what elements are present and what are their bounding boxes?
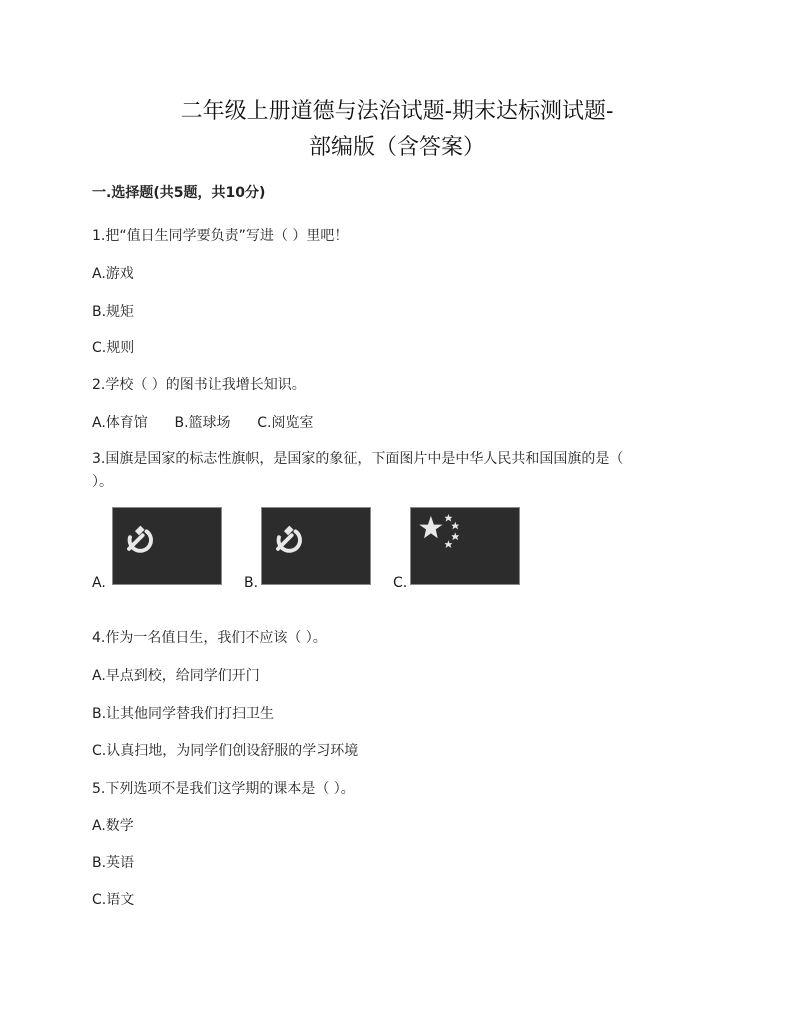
question-2-options: A.体育馆 B.篮球场 C.阅览室 (92, 415, 314, 431)
question-5-option-b: B.英语 (92, 855, 135, 871)
question-4-option-b: B.让其他同学替我们打扫卫生 (92, 706, 275, 722)
title-line-2: 部编版（含答案） (308, 135, 485, 160)
question-3-option-c-label: C. (393, 575, 408, 591)
party-flag-icon (261, 507, 371, 585)
question-5-option-c: C.语文 (92, 892, 135, 908)
question-5-option-a: A.数学 (92, 818, 134, 834)
section-heading: 一.选择题(共5题，共10分) (92, 185, 266, 201)
question-1-stem: 1.把“值日生同学要负责”写进（ ）里吧！ (92, 228, 349, 244)
question-1-option-b: B.规矩 (92, 304, 135, 320)
question-2-stem: 2.学校（ ）的图书让我增长知识。 (92, 377, 306, 393)
question-4-option-a: A.早点到校，给同学们开门 (92, 668, 260, 684)
national-flag-icon (410, 507, 520, 585)
question-4-stem: 4.作为一名值日生，我们不应该（ ）。 (92, 630, 327, 646)
question-3-stem-line-1: 3.国旗是国家的标志性旗帜，是国家的象征，下面图片中是中华人民共和国国旗的是（ (92, 451, 624, 467)
question-1-option-c: C.规则 (92, 340, 135, 356)
title-line-1: 二年级上册道德与法治试题-期末达标测试题- (180, 99, 614, 124)
question-5-stem: 5.下列选项不是我们这学期的课本是（ ）。 (92, 781, 355, 797)
question-3-stem-line-2: ）。 (92, 474, 113, 490)
question-3-option-a-label: A. (92, 575, 106, 591)
question-4-option-c: C.认真扫地，为同学们创设舒服的学习环境 (92, 743, 359, 759)
question-1-option-a: A.游戏 (92, 266, 134, 282)
question-3-option-b-label: B. (244, 575, 259, 591)
party-flag-icon (112, 507, 222, 585)
